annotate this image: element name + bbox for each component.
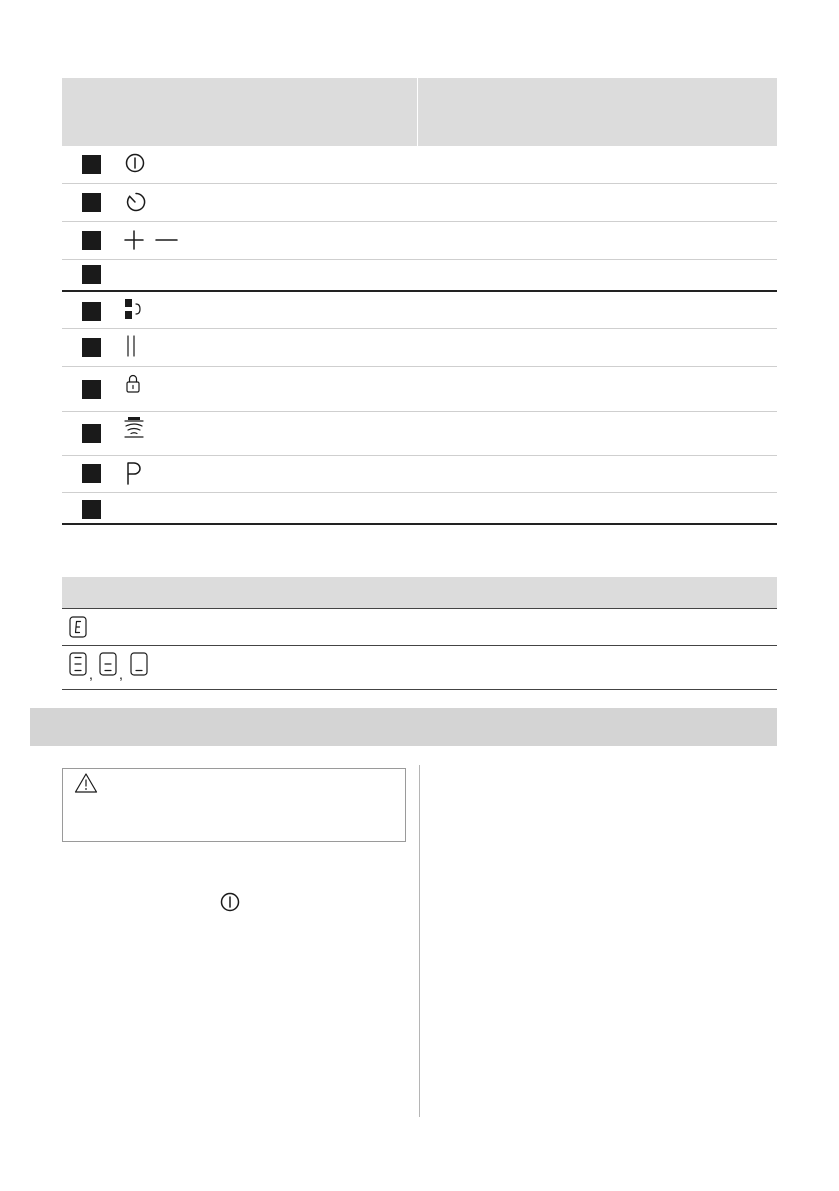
lock-icon xyxy=(124,373,142,395)
row-divider xyxy=(62,608,777,609)
table-bottom-rule xyxy=(62,689,777,690)
separator-comma: , xyxy=(119,666,123,682)
timer-icon xyxy=(124,190,148,214)
display-e-icon xyxy=(69,616,87,643)
row-divider xyxy=(62,221,777,222)
row-divider xyxy=(62,290,777,292)
bridge-icon xyxy=(124,298,144,322)
section-heading-bar xyxy=(30,708,777,746)
plus-minus-icon xyxy=(124,229,180,251)
row-marker-square xyxy=(82,464,101,483)
separator-comma: , xyxy=(89,666,93,682)
table-bottom-rule xyxy=(62,523,777,525)
hob-hood-icon xyxy=(124,416,146,440)
row-divider xyxy=(62,259,777,260)
header-divider xyxy=(417,78,418,146)
power-icon xyxy=(124,152,146,174)
row-divider xyxy=(62,183,777,184)
row-divider xyxy=(62,411,777,412)
table-header xyxy=(62,78,777,146)
row-divider xyxy=(62,366,777,367)
power-icon xyxy=(219,891,241,918)
row-marker-square xyxy=(82,380,101,399)
row-divider xyxy=(62,492,777,493)
warning-triangle-icon xyxy=(74,772,98,799)
row-divider xyxy=(62,455,777,456)
row-marker-square xyxy=(82,338,101,357)
row-marker-square xyxy=(82,265,101,284)
row-marker-square xyxy=(82,302,101,321)
power-boost-p-icon xyxy=(124,460,144,486)
display-segments-1-icon xyxy=(130,652,148,681)
row-divider xyxy=(62,645,777,646)
row-marker-square xyxy=(82,500,101,519)
row-marker-square xyxy=(82,155,101,174)
row-marker-square xyxy=(82,193,101,212)
display-segments-3-icon xyxy=(69,652,87,681)
warning-box xyxy=(62,768,406,842)
pause-icon xyxy=(124,334,138,358)
column-divider xyxy=(419,765,420,1117)
display-segments-2-icon xyxy=(99,652,117,681)
row-marker-square xyxy=(82,231,101,250)
row-marker-square xyxy=(82,424,101,443)
row-divider xyxy=(62,328,777,329)
table-header xyxy=(62,577,777,608)
